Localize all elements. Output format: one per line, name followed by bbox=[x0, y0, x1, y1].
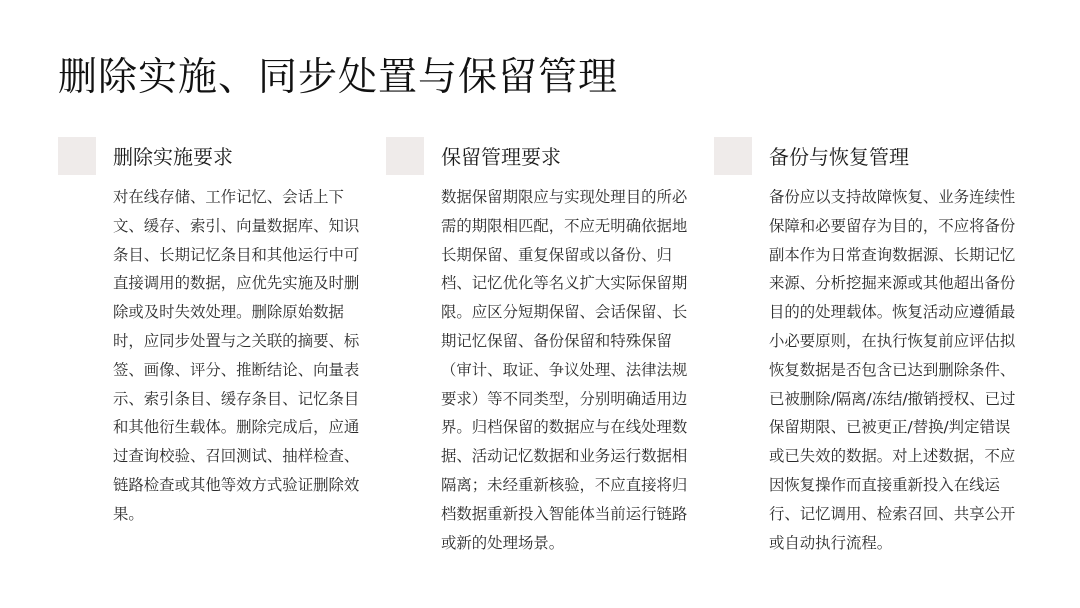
column-body-text: 备份应以支持故障恢复、业务连续性保障和必要留存为目的，不应将备份副本作为日常查询数据源、长期记忆来源、分析挖掘来源或其他超出备份目的的处理载体。恢复活动应遵循最小必要原则，在执行恢复前应评估拟恢复数据是否包含已达到删除条件、已被删除/隔离/冻结/撤销授权、已过保留期限、已被更正/替换/判定错误或已失效的数据。对上述数据，不应因恢复操作而直接重新投入在线运行、记忆调用、检索召回、共享公开或自动执行流程。 bbox=[769, 188, 1016, 552]
column-heading: 保留管理要求 bbox=[441, 145, 561, 169]
page-title: 删除实施、同步处置与保留管理 bbox=[58, 55, 619, 100]
heading-marker-square bbox=[386, 137, 424, 175]
column-body-text: 对在线存储、工作记忆、会话上下文、缓存、索引、向量数据库、知识条目、长期记忆条目和其他运行中可直接调用的数据，应优先实施及时删除或及时失效处理。删除原始数据时，应同步处置与之关联的摘要、标签、画像、评分、推断结论、向量表示、索引条目、缓存条目、记忆条目和其他衍生载体。删除完成后，应通过查询校验、召回测试、抽样检查、链路检查或其他等效方式验证删除效果。 bbox=[113, 188, 360, 523]
heading-marker-square bbox=[714, 137, 752, 175]
column-heading: 备份与恢复管理 bbox=[769, 145, 909, 169]
heading-marker-square bbox=[58, 137, 96, 175]
column-body-text: 数据保留期限应与实现处理目的所必需的期限相匹配，不应无明确依据地长期保留、重复保留或以备份、归档、记忆优化等名义扩大实际保留期限。应区分短期保留、会话保留、长期记忆保留、备份保留和特殊保留（审计、取证、争议处理、法律法规要求）等不同类型，分别明确适用边界。归档保留的数据应与在线处理数据、活动记忆数据和业务运行数据相隔离；未经重新核验，不应直接将归档数据重新投入智能体当前运行链路或新的处理场景。 bbox=[441, 188, 688, 552]
column-heading: 删除实施要求 bbox=[113, 145, 233, 169]
